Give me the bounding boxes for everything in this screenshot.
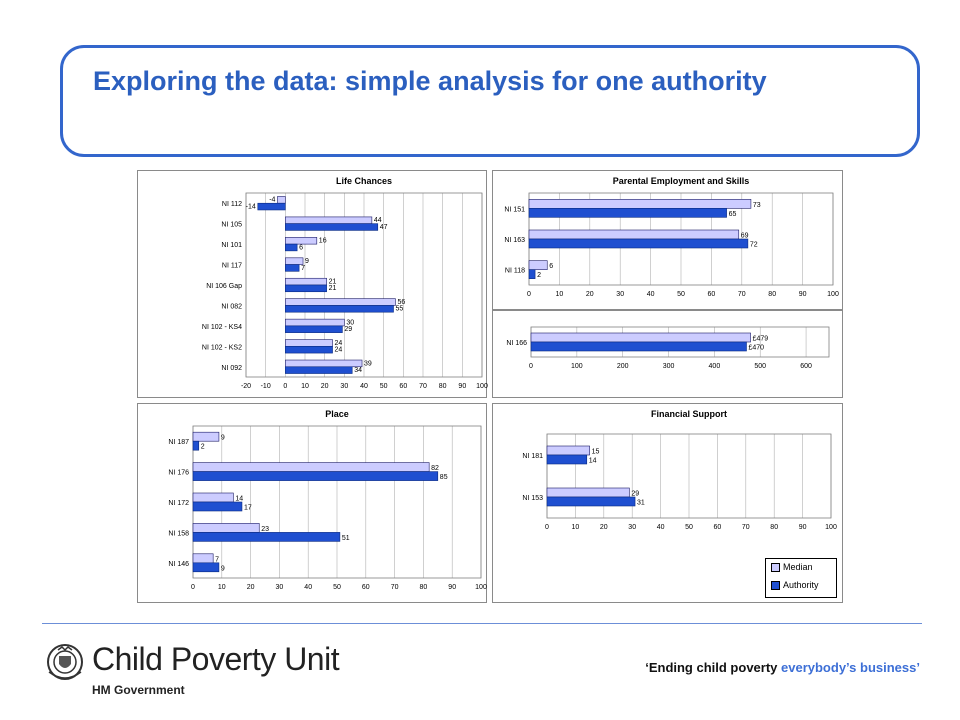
data-label: 73: [752, 201, 761, 209]
category-label: NI 163: [504, 237, 525, 244]
bar-median-ni-181: [547, 446, 590, 455]
category-label: NI 082: [221, 303, 242, 311]
parental-employment-chart: [493, 171, 842, 309]
data-label: 51: [341, 534, 350, 542]
x-tick-label: 0: [545, 524, 549, 531]
category-label: NI 176: [168, 469, 189, 477]
x-tick-label: 60: [361, 584, 370, 591]
x-tick-label: 10: [555, 291, 564, 298]
bar-median-ni-187: [193, 432, 219, 441]
bar-median-ni-166: [531, 333, 751, 342]
x-tick-label: 100: [827, 291, 839, 298]
category-label: NI 118: [504, 267, 525, 275]
bar-median-ni-102-ks4: [285, 319, 344, 326]
data-label: 69: [740, 232, 749, 240]
bar-authority-ni-105: [285, 224, 377, 231]
x-tick-label: 70: [419, 383, 427, 390]
x-tick-label: 80: [768, 291, 777, 298]
category-label: NI 092: [221, 364, 242, 372]
bar-authority-ni-151: [529, 208, 727, 217]
x-tick-label: 10: [571, 524, 580, 531]
bar-median-ni-118: [529, 261, 547, 270]
bar-median-ni-158: [193, 523, 259, 532]
bar-median-ni-082: [285, 299, 395, 306]
data-label: 14: [235, 495, 244, 503]
data-label: 15: [591, 448, 600, 456]
x-tick-label: 20: [320, 383, 329, 390]
category-label: NI 166: [506, 340, 527, 347]
bar-median-ni-101: [285, 237, 316, 244]
bar-median-ni-151: [529, 199, 751, 208]
x-tick-label: 500: [754, 363, 767, 370]
x-tick-label: 90: [798, 291, 807, 298]
tagline-part2: everybody’s business’: [781, 660, 920, 675]
chart-title: Life Chances: [335, 176, 393, 186]
category-label: NI 153: [522, 495, 543, 502]
life-chances-chart: [138, 171, 486, 397]
category-label: NI 158: [168, 530, 189, 538]
legend-item-authority: [771, 580, 819, 590]
data-label: 6: [549, 263, 554, 271]
bar-median-ni-105: [285, 217, 372, 224]
data-label: 39: [364, 360, 372, 368]
bar-median-ni-102-ks2: [285, 340, 332, 347]
x-tick-label: 20: [599, 524, 608, 531]
x-tick-label: 40: [360, 383, 368, 390]
x-tick-label: 70: [390, 584, 399, 591]
category-label: NI 172: [168, 500, 189, 507]
bar-authority-ni-146: [193, 563, 219, 572]
data-label: 16: [318, 237, 327, 245]
title-box: [60, 45, 920, 157]
x-tick-label: 80: [770, 524, 779, 531]
legend-label-median: Median: [783, 562, 813, 572]
bar-authority-ni-112: [258, 203, 286, 210]
category-label: NI 151: [504, 206, 525, 214]
chart-title: Financial Support: [650, 409, 728, 419]
data-label: 29: [631, 490, 640, 498]
data-label: 44: [373, 217, 382, 225]
bar-median-ni-092: [285, 360, 362, 367]
x-tick-label: 0: [191, 584, 195, 591]
x-tick-label: 100: [571, 363, 583, 370]
data-label: 9: [220, 565, 225, 573]
x-tick-label: 200: [616, 363, 629, 370]
legend-label-authority: Authority: [783, 580, 819, 590]
life-chances-chart-panel: [137, 170, 487, 398]
data-label: 2: [537, 272, 541, 280]
bar-authority-ni-187: [193, 441, 199, 450]
x-tick-label: 30: [275, 584, 284, 591]
data-label: 24: [334, 339, 343, 347]
x-tick-label: 70: [741, 524, 750, 531]
x-tick-label: 10: [301, 383, 309, 390]
x-tick-label: 60: [713, 524, 722, 531]
category-label: NI 146: [168, 560, 189, 568]
data-label: 9: [220, 434, 225, 442]
x-tick-label: 400: [708, 363, 721, 370]
data-label: 7: [215, 556, 220, 564]
x-tick-label: 70: [737, 291, 746, 298]
data-label: £470: [748, 344, 765, 352]
bar-authority-ni-181: [547, 455, 587, 464]
place-chart: [138, 404, 486, 602]
bar-median-ni-153: [547, 488, 629, 497]
legend-swatch-median: [771, 563, 780, 572]
bar-authority-ni-102-ks2: [285, 346, 332, 353]
x-tick-label: 80: [438, 383, 447, 390]
ni166-chart: [493, 311, 842, 397]
legend-swatch-authority: [771, 581, 780, 590]
data-label: 23: [261, 525, 270, 533]
data-label: £479: [752, 335, 769, 343]
x-tick-label: -20: [240, 383, 252, 390]
data-label: 82: [431, 465, 439, 473]
category-label: NI 117: [221, 262, 242, 270]
data-label: 2: [200, 443, 205, 451]
bar-authority-ni-082: [285, 305, 393, 312]
bar-median-ni-176: [193, 463, 429, 472]
x-tick-label: 50: [379, 383, 388, 390]
x-tick-label: 60: [707, 291, 716, 298]
logo-subtitle: HM Government: [92, 683, 185, 697]
x-tick-label: 30: [616, 291, 625, 298]
data-label: 56: [397, 298, 406, 306]
data-label: 31: [637, 499, 645, 507]
bar-authority-ni-106-gap: [285, 285, 326, 292]
x-tick-label: 30: [340, 383, 349, 390]
place-chart-panel: [137, 403, 487, 603]
bar-median-ni-163: [529, 230, 739, 239]
data-label: 55: [395, 305, 404, 313]
bar-authority-ni-153: [547, 497, 635, 506]
data-label: 9: [305, 258, 309, 266]
x-tick-label: 50: [677, 291, 685, 298]
slide-title: Exploring the data: simple analysis for one authority: [93, 66, 767, 96]
x-tick-label: 40: [656, 524, 665, 531]
x-tick-label: 90: [458, 383, 467, 390]
data-label: 7: [301, 264, 306, 272]
x-tick-label: 90: [798, 524, 807, 531]
data-label: 34: [354, 367, 362, 375]
x-tick-label: 0: [527, 291, 531, 298]
data-label: 72: [749, 241, 758, 249]
x-tick-label: 100: [825, 524, 837, 531]
data-label: 29: [344, 326, 353, 334]
footer-divider: [42, 623, 922, 624]
data-label: 21: [328, 285, 337, 293]
chart-title: Parental Employment and Skills: [612, 176, 750, 186]
tagline-part1: ‘Ending child poverty: [645, 660, 782, 675]
bar-median-ni-117: [285, 258, 303, 265]
chart-title: Place: [325, 409, 349, 419]
x-tick-label: 10: [217, 584, 226, 591]
bar-authority-ni-172: [193, 502, 242, 511]
ni166-chart-panel: [492, 310, 843, 398]
x-tick-label: 20: [585, 291, 594, 298]
legend-item-median: [771, 562, 813, 572]
data-label: 24: [334, 346, 343, 354]
x-tick-label: 40: [304, 584, 313, 591]
category-label: NI 187: [168, 439, 189, 447]
x-tick-label: 50: [685, 524, 693, 531]
bar-authority-ni-102-ks4: [285, 326, 342, 333]
category-label: NI 102 - KS4: [201, 323, 242, 331]
x-tick-label: 40: [646, 291, 655, 298]
bar-authority-ni-118: [529, 270, 535, 279]
x-tick-label: 20: [246, 584, 255, 591]
category-label: NI 102 - KS2: [201, 344, 242, 352]
parental-employment-chart-panel: [492, 170, 843, 310]
chart-legend: [765, 558, 837, 598]
x-tick-label: 80: [419, 584, 428, 591]
bar-median-ni-172: [193, 493, 233, 502]
x-tick-label: 50: [333, 584, 341, 591]
bar-authority-ni-092: [285, 367, 352, 374]
x-tick-label: 0: [283, 383, 288, 390]
x-tick-label: 600: [800, 363, 812, 370]
data-label: 30: [346, 319, 355, 327]
x-tick-label: 60: [399, 383, 408, 390]
x-tick-label: -10: [260, 383, 271, 390]
tagline: [645, 660, 920, 675]
x-tick-label: 0: [529, 363, 533, 370]
x-tick-label: 100: [476, 383, 488, 390]
data-label: -4: [269, 196, 276, 204]
category-label: NI 105: [221, 221, 242, 229]
category-label: NI 106 Gap: [206, 283, 242, 290]
x-tick-label: 30: [628, 524, 637, 531]
bar-authority-ni-158: [193, 532, 340, 541]
bar-median-ni-146: [193, 554, 213, 563]
x-tick-label: 300: [662, 363, 675, 370]
data-label: 85: [439, 474, 448, 482]
bar-authority-ni-101: [285, 244, 297, 251]
x-tick-label: 90: [448, 584, 457, 591]
bar-authority-ni-176: [193, 472, 438, 481]
bar-authority-ni-117: [285, 265, 299, 272]
data-label: 14: [588, 457, 597, 465]
bar-authority-ni-166: [531, 342, 746, 351]
royal-crest-icon: [44, 642, 86, 682]
data-label: 47: [379, 223, 388, 231]
data-label: 6: [299, 244, 304, 252]
data-label: 17: [243, 504, 252, 512]
category-label: NI 181: [522, 453, 543, 460]
x-tick-label: 100: [475, 584, 487, 591]
data-label: 65: [728, 210, 737, 218]
category-label: NI 101: [221, 242, 242, 250]
bar-authority-ni-163: [529, 239, 748, 248]
bar-median-ni-106-gap: [285, 278, 326, 285]
financial-support-chart-panel: [492, 403, 843, 603]
category-label: NI 112: [221, 201, 242, 209]
bar-median-ni-112: [277, 196, 285, 203]
data-label: 21: [328, 278, 337, 286]
logo-text: Child Poverty Unit: [92, 641, 340, 677]
data-label: -14: [245, 203, 256, 211]
